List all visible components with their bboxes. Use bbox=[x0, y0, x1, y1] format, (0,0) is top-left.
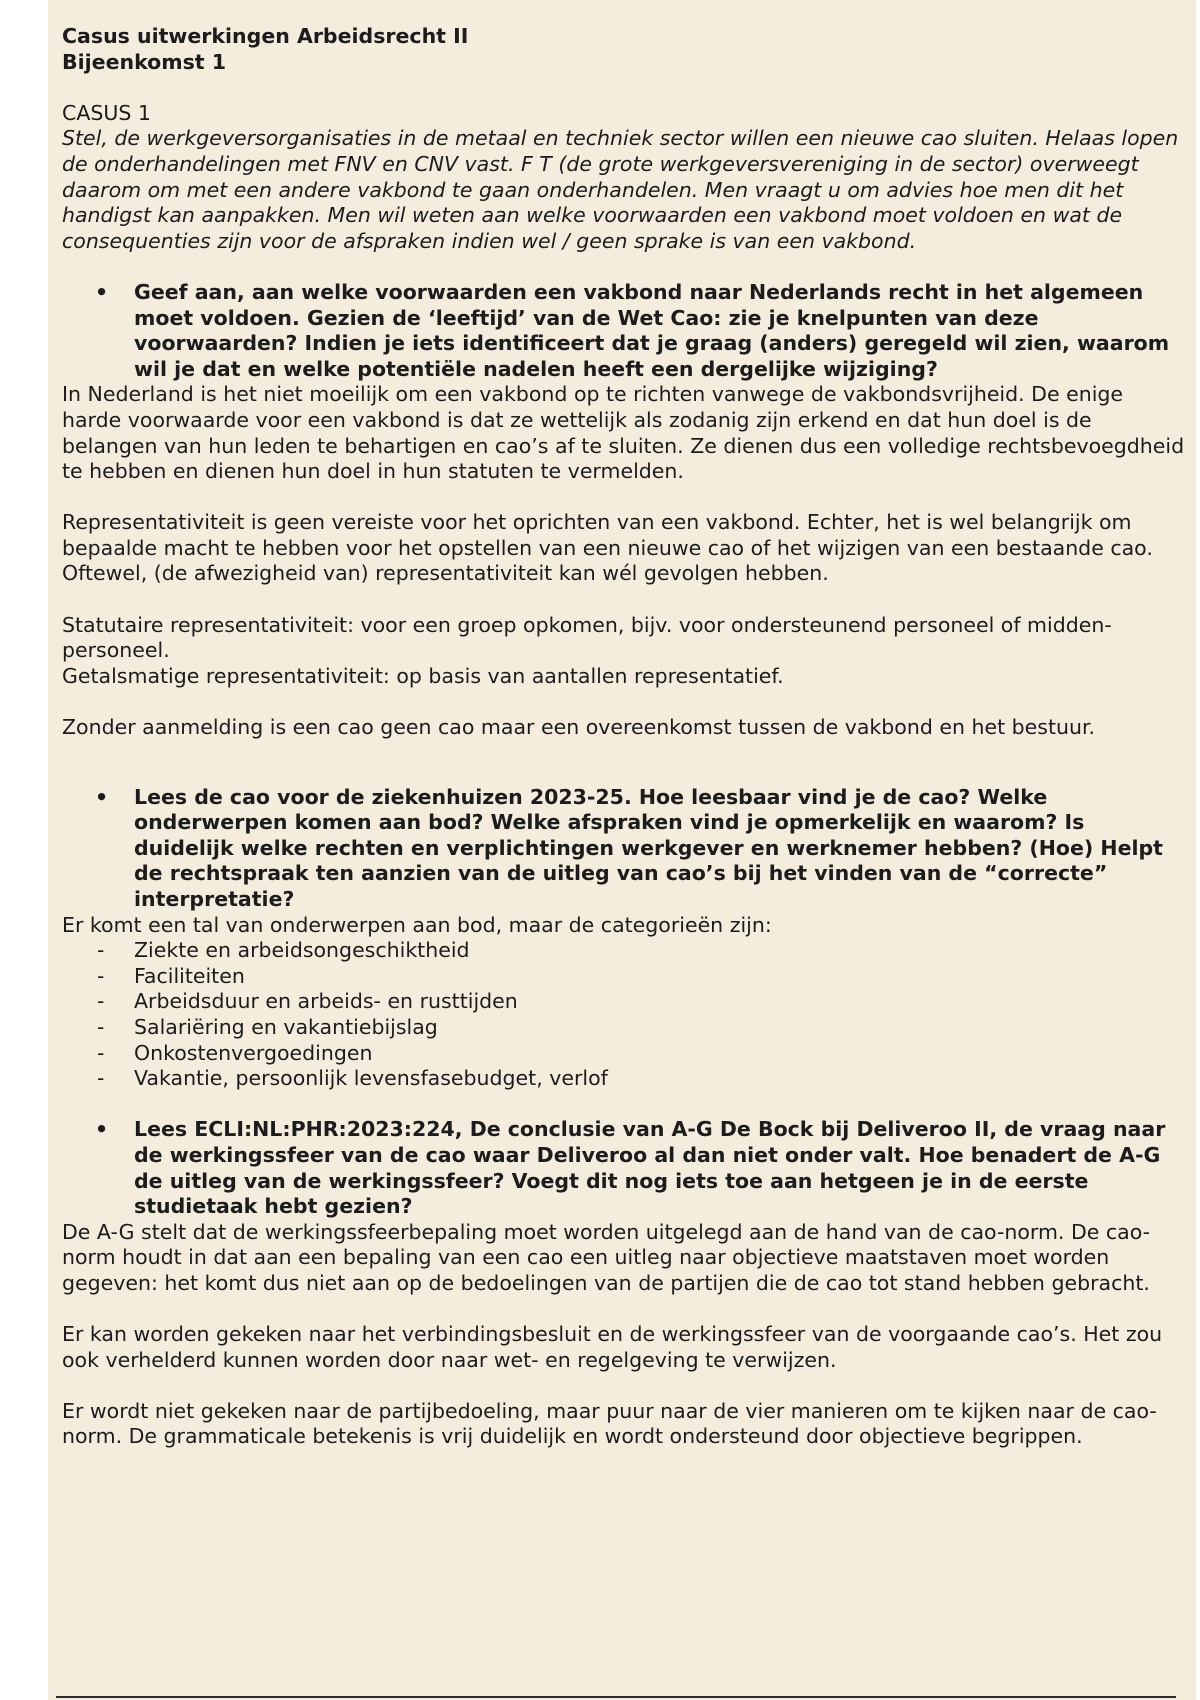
spacer bbox=[62, 1092, 1186, 1118]
spacer bbox=[62, 254, 1186, 280]
answer-1-paragraph-4: Getalsmatige representativiteit: op basis van aantallen representatief. bbox=[62, 663, 784, 688]
casus-heading: CASUS 1 bbox=[62, 100, 151, 125]
answer-3-paragraph-2: Er kan worden gekeken naar het verbindingsbesluit en de werkingssfeer van de voorgaande cao’s. Het zou ook verhelderd kunnen worden door naar wet- en regelgeving te verwijzen. bbox=[62, 1322, 1163, 1372]
list-item: - Arbeidsduur en arbeids- en rusttijden bbox=[97, 989, 518, 1014]
dash-icon: - bbox=[97, 1014, 105, 1039]
bullet-icon: • bbox=[95, 784, 109, 809]
answer-1-paragraph-3: Statutaire representativiteit: voor een groep opkomen, bijv. voor ondersteunend personeel of midden-personeel. bbox=[62, 612, 1112, 663]
document-title: Casus uitwerkingen Arbeidsrecht II bbox=[62, 24, 469, 48]
list-item: - Salariëring en vakantiebijslag bbox=[97, 1014, 438, 1039]
dash-icon: - bbox=[97, 963, 105, 988]
question-3 bbox=[62, 1117, 1186, 1219]
spacer bbox=[62, 689, 1186, 715]
list-item: - Ziekte en arbeidsongeschiktheid bbox=[97, 938, 470, 963]
page-bottom-divider bbox=[56, 1696, 1176, 1698]
spacer bbox=[62, 1297, 1186, 1323]
answer-2-intro: Er komt een tal van onderwerpen aan bod, maar de categorieën zijn: bbox=[62, 912, 772, 937]
answer-1-paragraph-1: In Nederland is het niet moeilijk om een vakbond op te richten vanwege de vakbondsvrijheid. De enige harde voorwaarde voor een vakbond is dat ze wettelijk als zodanig zijn erkend en dat hun doel is de belangen van hun leden te behartigen en cao’s af te sluiten. Ze dienen dus een volledige rechtsbevoegdheid te hebben en dienen hun doel in hun statuten te vermelden. bbox=[62, 382, 1185, 484]
question-2-text: Lees de cao voor de ziekenhuizen 2023-25. Hoe leesbaar vind je de cao? Welke onderwerpen komen aan bod? Welke afspraken vind je opmerkelijk en waarom? Is duidelijk welke rechten en verplichtingen werkgever en werknemer hebben? (Hoe) Helpt de rechtspraak ten aanzien van de uitleg van cao’s bij het vinden van de “correcte” interpretatie? bbox=[134, 784, 1163, 911]
dash-icon: - bbox=[97, 938, 105, 963]
bullet-icon: • bbox=[95, 1117, 109, 1142]
list-item: - Faciliteiten bbox=[97, 963, 245, 988]
answer-1-paragraph-5: Zonder aanmelding is een cao geen cao maar een overeenkomst tussen de vakbond en het bestuur. bbox=[62, 715, 1096, 740]
question-1 bbox=[62, 280, 1186, 382]
dash-icon: - bbox=[97, 1066, 105, 1091]
document-subtitle: Bijeenkomst 1 bbox=[62, 49, 227, 74]
list-item: - Vakantie, persoonlijk levensfasebudget, verlof bbox=[97, 1066, 608, 1091]
spacer bbox=[62, 1373, 1186, 1399]
dash-icon: - bbox=[97, 989, 105, 1014]
answer-3-paragraph-3: Er wordt niet gekeken naar de partijbedoeling, maar puur naar de vier manieren om te kijken naar de cao-norm. De grammaticale betekenis is vrij duidelijk en wordt ondersteund door objectieve begrippen. bbox=[62, 1398, 1157, 1449]
list-item: - Onkostenvergoedingen bbox=[97, 1040, 373, 1065]
spacer bbox=[62, 741, 1186, 785]
question-3-text: Lees ECLI:NL:PHR:2023:224, De conclusie van A-G De Bock bij Deliveroo II, de vraag naar de werkingssfeer van de cao waar Deliveroo al dan niet onder valt. Hoe benadert de A-G de uitleg van de werkingssfeer? Voegt dit nog iets toe aan hetgeen je in de eerste studietaak hebt gezien? bbox=[134, 1117, 1166, 1219]
spacer bbox=[62, 485, 1186, 511]
casus-text: Stel, de werkgeversorganisaties in de metaal en techniek sector willen een nieuwe cao sluiten. Helaas lopen de onderhandelingen met FNV en CNV vast. F T (de grote werkgeversvereniging in de sector) overweegt daarom om met een andere vakbond te gaan onderhandelen. Men vraagt u om advies hoe men dit het handigst kan aanpakken. Men wil weten aan welke voorwaarden een vakbond moet voldoen en wat de consequenties zijn voor de afspraken indien wel / geen sprake is van een vakbond. bbox=[62, 126, 1179, 253]
dash-icon: - bbox=[97, 1040, 105, 1065]
answer-3-paragraph-1: De A-G stelt dat de werkingssfeerbepaling moet worden uitgelegd aan de hand van de cao-norm. De cao-norm houdt in dat aan een bepaling van een cao een uitleg naar objectieve maatstaven moet worden gegeven: het komt dus niet aan op de bedoelingen van de partijen die de cao tot stand hebben gebracht. bbox=[62, 1219, 1151, 1295]
bullet-icon: • bbox=[95, 279, 109, 304]
category-list bbox=[62, 938, 1186, 1092]
question-1-text: Geef aan, aan welke voorwaarden een vakbond naar Nederlands recht in het algemeen moet voldoen. Gezien de ‘leeftijd’ van de Wet Cao: zie je knelpunten van deze voorwaarden? Indien je iets identificeert dat je graag (anders) geregeld wil zien, waarom wil je dat en welke potentiële nadelen heeft een dergelijke wijziging? bbox=[134, 279, 1170, 381]
question-2 bbox=[62, 785, 1186, 913]
document-content bbox=[62, 24, 1186, 1450]
spacer bbox=[62, 75, 1186, 101]
document-page bbox=[48, 0, 1196, 1700]
answer-1-paragraph-2: Representativiteit is geen vereiste voor het oprichten van een vakbond. Echter, het is wel belangrijk om bepaalde macht te hebben voor het opstellen van een nieuwe cao of het wijzigen van een bestaande cao. Oftewel, (de afwezigheid van) representativiteit kan wél gevolgen hebben. bbox=[62, 510, 1153, 586]
spacer bbox=[62, 587, 1186, 613]
